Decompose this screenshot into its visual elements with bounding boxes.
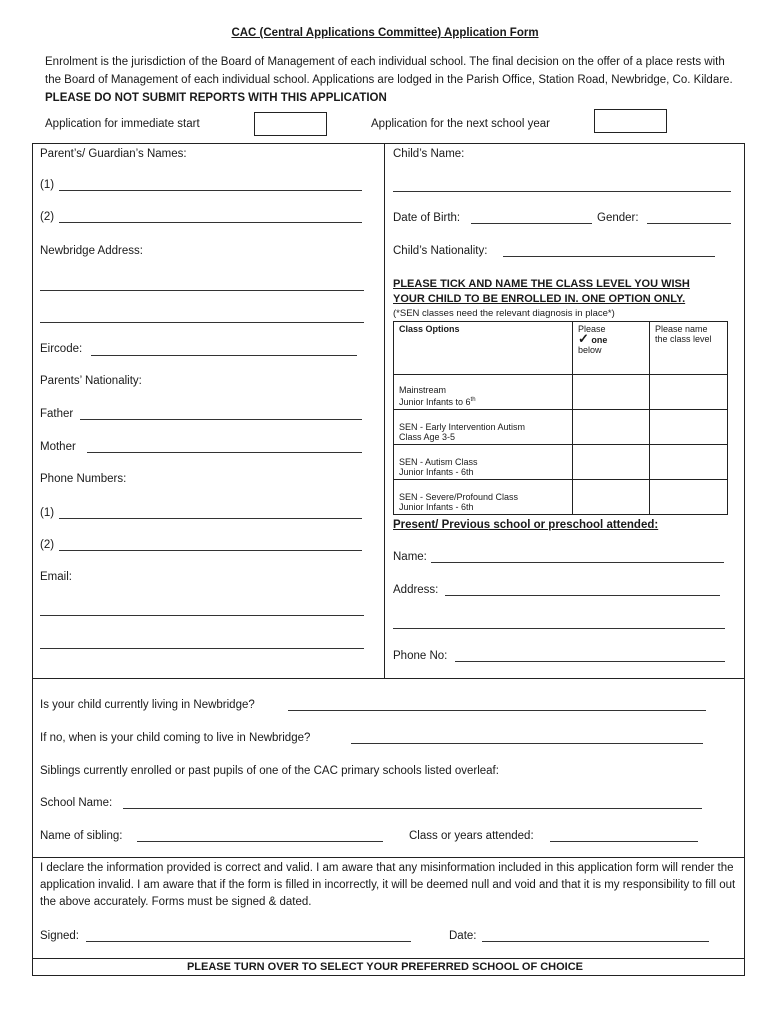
class-level-header: Please name the class level [650,322,728,375]
parents-nationality-label: Parents’ Nationality: [40,375,142,387]
option-line1: SEN - Autism Class [399,457,478,467]
father-label: Father [40,408,74,420]
prev-school-address-field[interactable] [445,595,720,596]
signature-field[interactable] [86,941,411,942]
prev-school-address-label: Address: [393,584,439,596]
child-nationality-label: Child’s Nationality: [393,245,488,257]
address-line-2[interactable] [40,322,364,323]
guardian1-prefix: (1) [40,179,55,191]
eircode-field[interactable] [91,355,357,356]
tick-header-one-line [578,331,644,346]
option-line1: Mainstream [399,385,447,395]
frame-bottom [32,975,745,976]
option-line1: SEN - Severe/Profound Class [399,492,519,502]
father-nationality-field[interactable] [80,419,362,420]
table-row [394,480,728,515]
tick-icon: ✓ [578,331,589,346]
option-line2 [399,395,567,407]
option-line2: Class Age 3-5 [399,432,456,442]
prev-school-name-field[interactable] [431,562,724,563]
table-row [394,445,728,480]
class-option-early-intervention [394,410,573,445]
class-years-label: Class or years attended: [409,830,534,842]
frame-divider-2 [32,857,745,858]
phone1-field[interactable] [59,518,362,519]
class-option-severe-profound [394,480,573,515]
tick-cell-severe-profound[interactable] [573,480,650,515]
tick-header-please: Please [578,324,606,334]
sibling-name-label: Name of sibling: [40,830,123,842]
signed-label: Signed: [40,930,80,942]
prev-school-address-line-2[interactable] [393,628,725,629]
level-cell-mainstream[interactable] [650,375,728,410]
option-line2: Junior Infants - 6th [399,467,474,477]
tick-cell-early-intervention[interactable] [573,410,650,445]
living-question: Is your child currently living in Newbridge? [40,699,255,711]
child-name-field[interactable] [393,191,731,192]
phone1-prefix: (1) [40,507,55,519]
date-label: Date: [449,930,477,942]
frame-left [32,143,33,976]
living-answer-field[interactable] [288,710,706,711]
form-title: CAC (Central Applications Committee) Application Form [231,27,539,39]
child-name-label: Child’s Name: [393,148,465,160]
option-sup: th [470,397,476,403]
next-year-checkbox[interactable] [594,109,667,133]
guardians-label: Parent’s/ Guardian’s Names: [40,148,187,160]
guardian2-field[interactable] [59,222,362,223]
gender-field[interactable] [647,223,731,224]
school-name-label: School Name: [40,797,113,809]
guardian2-prefix: (2) [40,211,55,223]
siblings-label: Siblings currently enrolled or past pupils of one of the CAC primary schools listed overleaf: [40,765,499,777]
level-cell-autism[interactable] [650,445,728,480]
dob-field[interactable] [471,223,592,224]
dob-label: Date of Birth: [393,212,461,224]
child-nationality-field[interactable] [503,256,715,257]
table-header-row [394,322,728,375]
guardian1-field[interactable] [59,190,362,191]
tick-cell-autism[interactable] [573,445,650,480]
intro-paragraph [45,53,735,107]
when-question: If no, when is your child coming to live in Newbridge? [40,732,311,744]
declaration-text: I declare the information provided is correct and valid. I am aware that any misinformation included in this application form will render the application invalid. I am aware that if the form is filled in incorrectly, it will be deemed null and void and that it is my responsibility to fill out the above accurately. Forms must be signed & dated. [40,862,736,908]
school-name-field[interactable] [123,808,702,809]
tick-cell-mainstream[interactable] [573,375,650,410]
frame-right [744,143,745,976]
class-option-autism [394,445,573,480]
option-line2-text: Junior Infants to 6 [399,397,471,407]
level-cell-severe-profound[interactable] [650,480,728,515]
prev-school-phone-label: Phone No: [393,650,448,662]
frame-divider-3 [32,958,745,959]
intro-text: Enrolment is the jurisdiction of the Board of Management of each individual school. The final decision on the offer of a place rests with the Board of Management of each individual school. Applications are lodged in the Parish Office, Station Road, Newbridge, Co. Kildare. [45,56,733,86]
eircode-label: Eircode: [40,343,83,355]
tick-header-one: one [591,335,608,345]
mother-nationality-field[interactable] [87,452,362,453]
table-row [394,375,728,410]
tick-header-below: below [578,345,602,355]
phone2-prefix: (2) [40,539,55,551]
frame-top [32,143,745,144]
class-option-mainstream [394,375,573,410]
tick-header [573,322,650,375]
address-line-1[interactable] [40,290,364,291]
class-years-field[interactable] [550,841,698,842]
email-line-1[interactable] [40,615,364,616]
sen-note: (*SEN classes need the relevant diagnosis in place*) [393,308,615,319]
phone2-field[interactable] [59,550,362,551]
next-year-label: Application for the next school year [371,118,550,130]
table-row [394,410,728,445]
gender-label: Gender: [597,212,639,224]
prev-school-phone-field[interactable] [455,661,725,662]
date-field[interactable] [482,941,709,942]
class-options-header: Class Options [394,322,573,375]
prev-school-name-label: Name: [393,551,427,563]
immediate-start-label: Application for immediate start [45,118,200,130]
class-heading-line1: PLEASE TICK AND NAME THE CLASS LEVEL YOU WISH [393,278,690,290]
class-heading-line2: YOUR CHILD TO BE ENROLLED IN. ONE OPTION ONLY. [393,293,686,305]
frame-divider-1 [32,678,745,679]
sibling-name-field[interactable] [137,841,383,842]
email-label: Email: [40,571,72,583]
email-line-2[interactable] [40,648,364,649]
intro-warning: PLEASE DO NOT SUBMIT REPORTS WITH THIS APPLICATION [45,92,387,104]
turn-over-footer: PLEASE TURN OVER TO SELECT YOUR PREFERRED SCHOOL OF CHOICE [186,961,584,973]
when-answer-field[interactable] [351,743,703,744]
frame-column-divider [384,143,385,678]
address-label: Newbridge Address: [40,245,143,257]
mother-label: Mother [40,441,76,453]
option-line2: Junior Infants - 6th [399,502,474,512]
phone-numbers-label: Phone Numbers: [40,473,127,485]
prev-school-heading: Present/ Previous school or preschool attended: [393,519,659,531]
class-options-table [393,321,728,515]
level-cell-early-intervention[interactable] [650,410,728,445]
option-line1: SEN - Early Intervention Autism [399,422,526,432]
immediate-start-checkbox[interactable] [254,112,327,136]
